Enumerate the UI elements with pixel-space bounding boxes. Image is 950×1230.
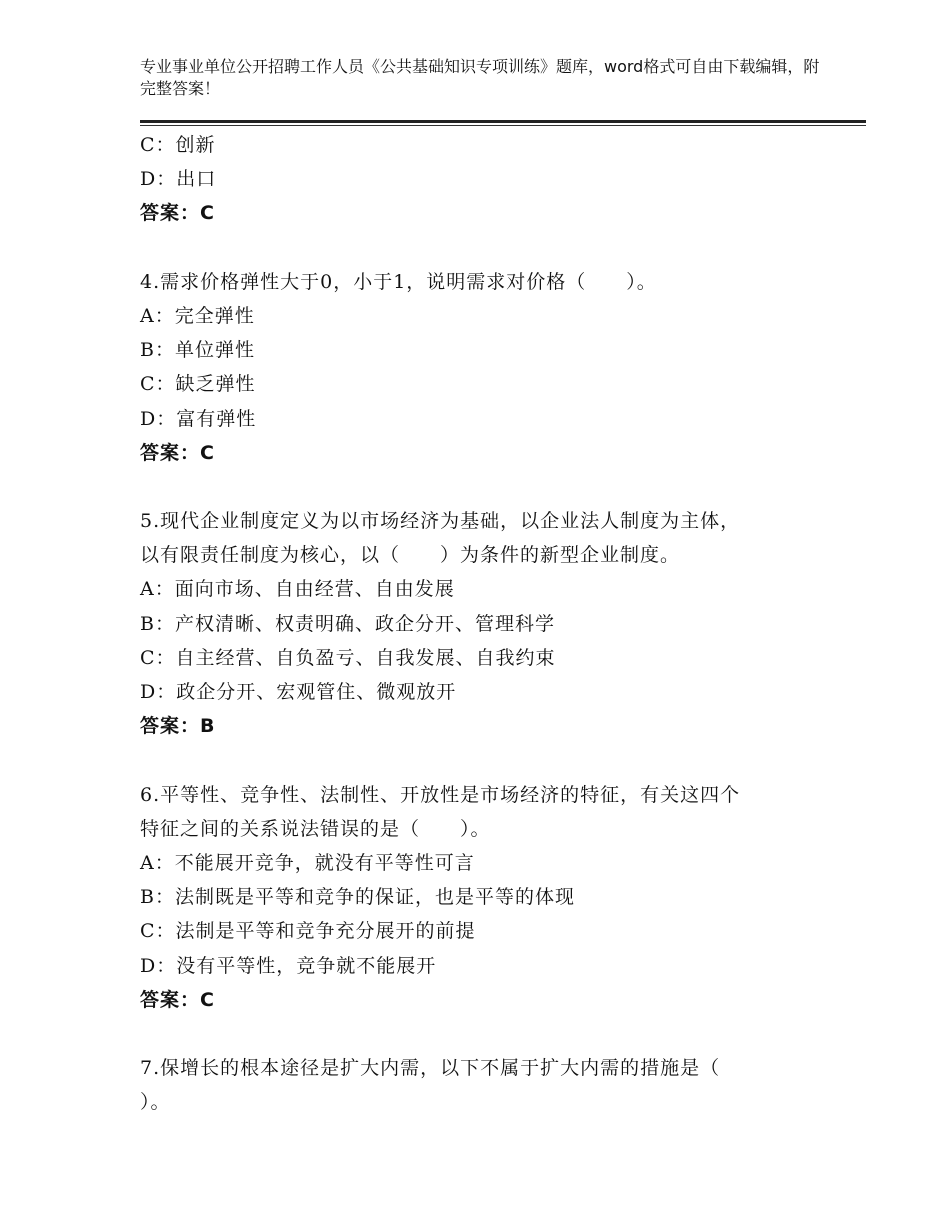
option-c: C：创新	[140, 134, 216, 156]
question-text: 6.平等性、竞争性、法制性、开放性是市场经济的特征，有关这四个	[140, 783, 741, 806]
option-c: C：缺乏弹性	[140, 373, 256, 396]
option-b: B：法制既是平等和竞争的保证，也是平等的体现	[140, 886, 575, 909]
answer-line: 答案：B	[140, 715, 216, 738]
question-text-cont: ）。	[140, 1091, 171, 1114]
option-b: B：产权清晰、权责明确、政企分开、管理科学	[140, 612, 555, 635]
question-list	[140, 128, 800, 1119]
option-c: C：法制是平等和竞争充分展开的前提	[140, 920, 476, 943]
option-d: D：富有弹性	[140, 407, 257, 430]
option-a: A：不能展开竞争，就没有平等性可言	[140, 851, 475, 874]
question-text: 4.需求价格弹性大于0，小于1，说明需求对价格（ ）。	[140, 270, 657, 293]
header-rule-thick	[140, 120, 866, 123]
option-a: A：完全弹性	[140, 304, 255, 327]
question-text: 5.现代企业制度定义为以市场经济为基础，以企业法人制度为主体，	[140, 510, 741, 533]
header-rule-thin	[140, 125, 866, 126]
option-d: D：政企分开、宏观管住、微观放开	[140, 681, 457, 703]
question-text: 7.保增长的根本途径是扩大内需，以下不属于扩大内需的措施是（	[140, 1057, 721, 1080]
option-d: D：出口	[140, 168, 217, 191]
option-a: A：面向市场、自由经营、自由发展	[140, 578, 455, 601]
option-b: B：单位弹性	[140, 339, 255, 362]
page-header: 专业事业单位公开招聘工作人员《公共基础知识专项训练》题库，word格式可自由下载编辑，附完整答案！	[140, 57, 820, 98]
question-text-cont: 特征之间的关系说法错误的是（ ）。	[140, 817, 491, 840]
answer-line: 答案：C	[140, 988, 215, 1011]
question-text-cont: 以有限责任制度为核心，以（ ）为条件的新型企业制度。	[140, 544, 681, 567]
answer-line: 答案：C	[140, 202, 215, 225]
answer-line: 答案：C	[140, 441, 215, 464]
option-c: C：自主经营、自负盈亏、自我发展、自我约束	[140, 646, 556, 669]
option-d: D：没有平等性，竞争就不能展开	[140, 954, 437, 977]
